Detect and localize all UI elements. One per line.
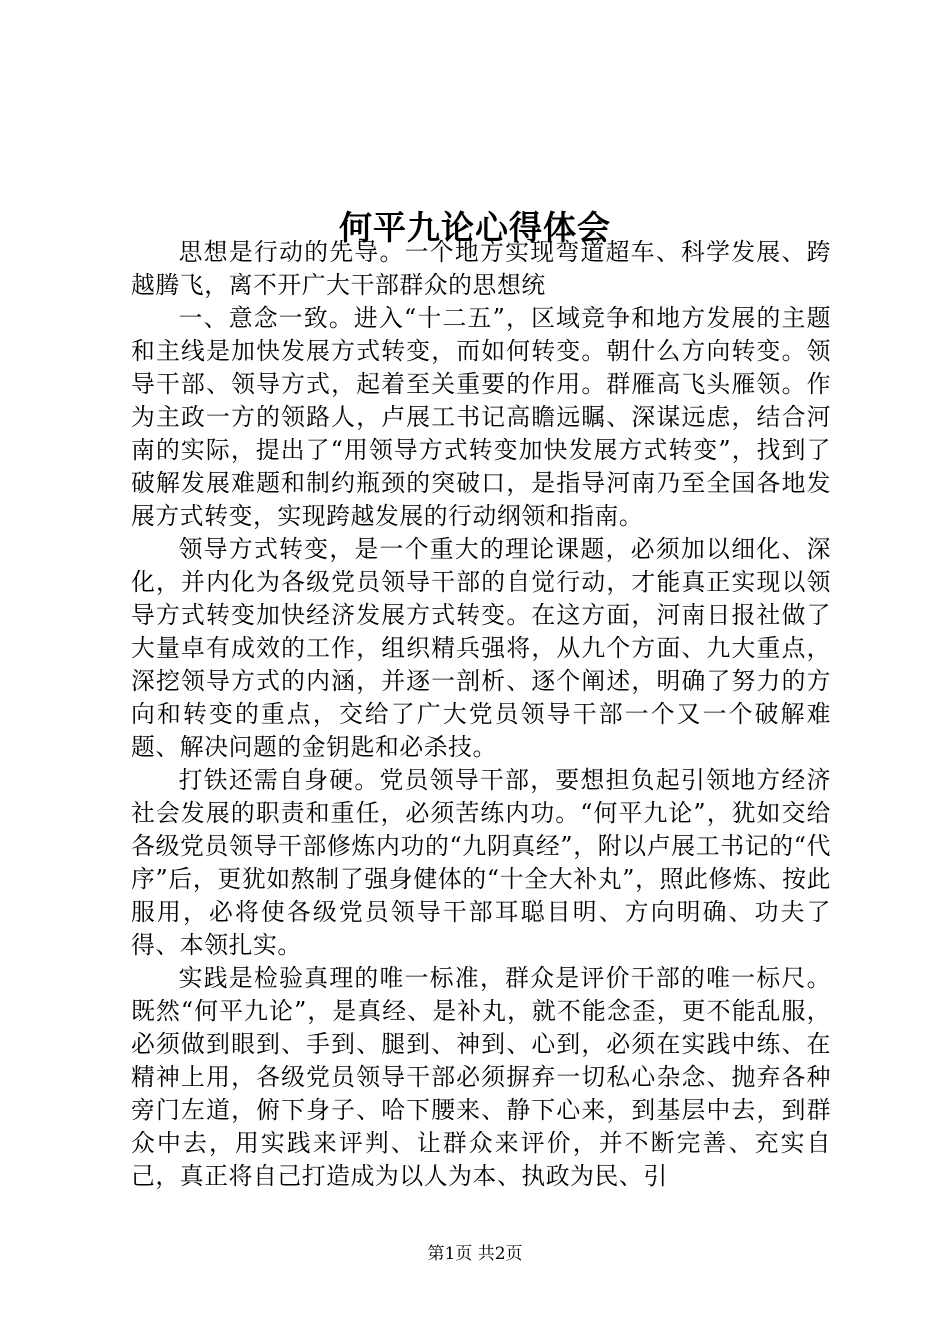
page-number-footer: 第1页 共2页: [427, 1244, 523, 1264]
paragraph-2: 一、意念一致。进入“十二五”，区域竞争和地方发展的主题和主线是加快发展方式转变，而如何转变。朝什么方向转变。领导干部、领导方式，起着至关重要的作用。群雁高飞头雁领。作为主政一方的领路人，卢展工书记高瞻远瞩、深谋远虑，结合河南的实际，提出了“用领导方式转变加快发展方式转变”，找到了破解发展难题和制约瓶颈的突破口，是指导河南乃至全国各地发展方式转变，实现跨越发展的行动纲领和指南。: [131, 304, 831, 530]
paragraph-5: 实践是检验真理的唯一标准，群众是评价干部的唯一标尺。既然“何平九论”，是真经、是补丸，就不能念歪，更不能乱服，必须做到眼到、手到、腿到、神到、心到，必须在实践中练、在精神上用，各级党员领导干部必须摒弃一切私心杂念、抛弃各种旁门左道，俯下身子、哈下腰来、静下心来，到基层中去，到群众中去，用实践来评判、让群众来评价，并不断完善、充实自己，真正将自己打造成为以人为本、执政为民、引: [131, 964, 831, 1190]
paragraph-1: 思想是行动的先导。一个地方实现弯道超车、科学发展、跨越腾飞，离不开广大干部群众的思想统: [131, 238, 831, 299]
document-title: 何平九论心得体会: [339, 208, 611, 248]
paragraph-3: 领导方式转变，是一个重大的理论课题，必须加以细化、深化，并内化为各级党员领导干部的自觉行动，才能真正实现以领导方式转变加快经济发展方式转变。在这方面，河南日报社做了大量卓有成效的工作，组织精兵强将，从九个方面、九大重点，深挖领导方式的内涵，并逐一剖析、逐个阐述，明确了努力的方向和转变的重点，交给了广大党员领导干部一个又一个破解难题、解决问题的金钥匙和必杀技。: [131, 535, 831, 761]
paragraph-4: 打铁还需自身硬。党员领导干部，要想担负起引领地方经济社会发展的职责和重任，必须苦练内功。“何平九论”，犹如交给各级党员领导干部修炼内功的“九阴真经”，附以卢展工书记的“代序”后，更犹如熬制了强身健体的“十全大补丸”，照此修炼、按此服用，必将使各级党员领导干部耳聪目明、方向明确、功夫了得、本领扎实。: [131, 766, 831, 959]
document-body: [131, 236, 831, 1193]
